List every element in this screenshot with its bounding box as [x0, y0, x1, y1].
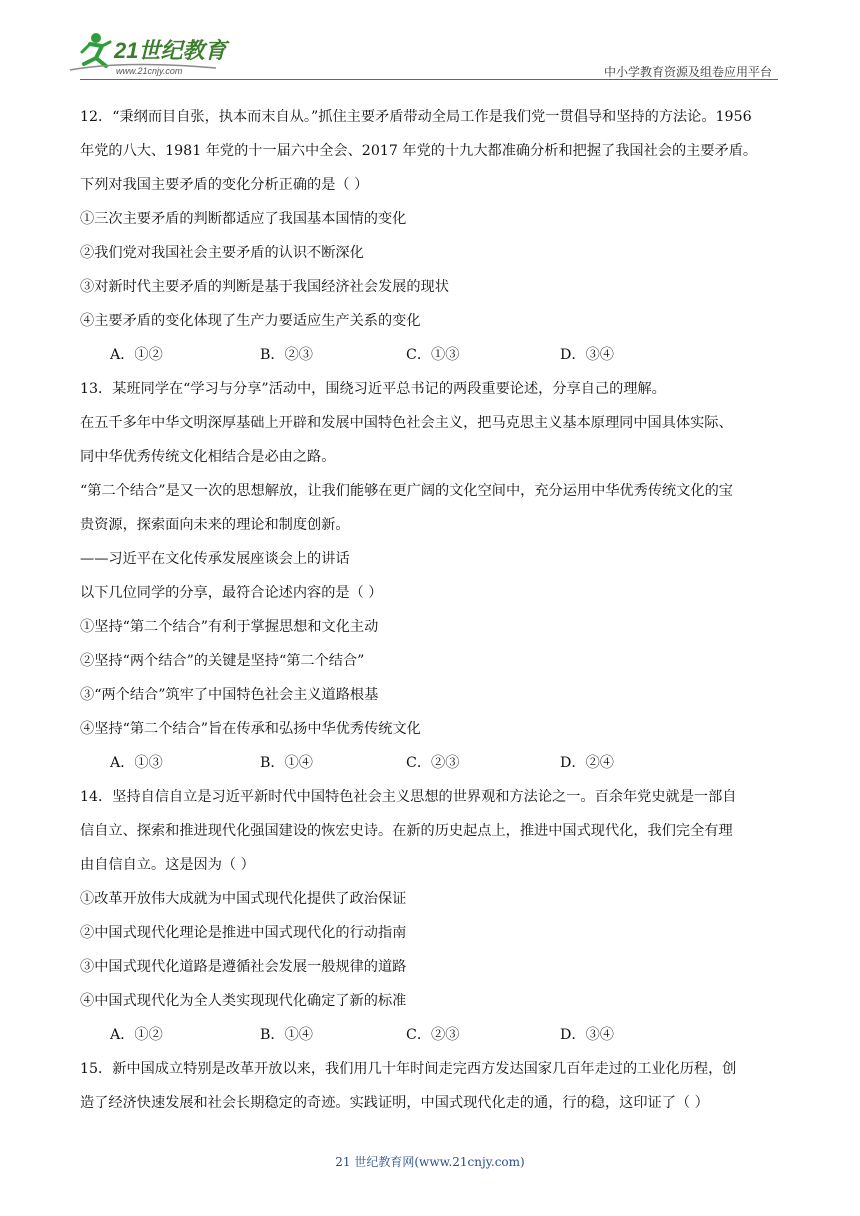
question-stem-line: 14．坚持自信自立是习近平新时代中国特色社会主义思想的世界观和方法论之一。百余年党史就是一部自 [80, 789, 737, 805]
question-prompt: 以下几位同学的分享，最符合论述内容的是（ ） [80, 585, 383, 601]
page-header [0, 0, 860, 84]
choice-d[interactable]: D．②④ [560, 755, 614, 771]
question-option: ④中国式现代化为全人类实现现代化确定了新的标准 [80, 993, 407, 1009]
answer-choices [80, 1018, 780, 1052]
choice-a[interactable]: A．①② [110, 347, 163, 363]
question-stem-line: 信自立、探索和推进现代化强国建设的恢宏史诗。在新的历史起点上，推进中国式现代化，我们完全有理 [80, 823, 733, 839]
question-stem-line: 下列对我国主要矛盾的变化分析正确的是（ ） [80, 177, 369, 193]
choice-d[interactable]: D．③④ [560, 347, 614, 363]
choice-c[interactable]: C．②③ [406, 755, 460, 771]
choice-a[interactable]: A．①② [110, 1027, 163, 1043]
question-stem-line: 15．新中国成立特别是改革开放以来，我们用几十年时间走完西方发达国家几百年走过的工业化历程，创 [80, 1061, 737, 1077]
question-stem-line: 13．某班同学在“学习与分享”活动中，围绕习近平总书记的两段重要论述，分享自己的理解。 [80, 381, 666, 397]
question-13 [80, 372, 780, 780]
question-option: ②坚持“两个结合”的关键是坚持“第二个结合” [80, 653, 365, 669]
question-15 [80, 1052, 780, 1120]
question-stem-line: “第二个结合”是又一次的思想解放，让我们能够在更广阔的文化空间中，充分运用中华优秀传统文化的宝 [80, 483, 733, 499]
choice-c[interactable]: C．①③ [406, 347, 460, 363]
question-option: ③“两个结合”筑牢了中国特色社会主义道路根基 [80, 687, 379, 703]
svg-text:www.21cnjy.com: www.21cnjy.com [116, 66, 183, 76]
quote-attribution: ——习近平在文化传承发展座谈会上的讲话 [80, 551, 350, 567]
question-option: ②中国式现代化理论是推进中国式现代化的行动指南 [80, 925, 407, 941]
question-option: ①改革开放伟大成就为中国式现代化提供了政治保证 [80, 891, 407, 907]
choice-c[interactable]: C．②③ [406, 1027, 460, 1043]
header-divider [80, 79, 778, 80]
runner-logo-icon [66, 30, 236, 78]
answer-choices [80, 746, 780, 780]
question-stem-line: 贵资源，探索面向未来的理论和制度创新。 [80, 517, 350, 533]
question-12 [80, 100, 780, 372]
choice-a[interactable]: A．①③ [110, 755, 163, 771]
platform-title: 中小学教育资源及组卷应用平台 [603, 65, 772, 79]
question-option: ②我们党对我国社会主要矛盾的认识不断深化 [80, 245, 364, 261]
question-stem-line: 由自信自立。这是因为（ ） [80, 857, 255, 873]
question-option: ①三次主要矛盾的判断都适应了我国基本国情的变化 [80, 211, 407, 227]
choice-b[interactable]: B．①④ [260, 1027, 313, 1043]
svg-text:21世纪教育: 21世纪教育 [114, 38, 227, 63]
site-logo[interactable] [66, 30, 236, 78]
question-content [80, 100, 780, 1120]
question-option: ①坚持“第二个结合”有利于掌握思想和文化主动 [80, 619, 379, 635]
question-stem-line: 在五千多年中华文明深厚基础上开辟和发展中国特色社会主义，把马克思主义基本原理同中国具体实际、 [80, 415, 733, 431]
question-option: ③中国式现代化道路是遵循社会发展一般规律的道路 [80, 959, 407, 975]
choice-d[interactable]: D．③④ [560, 1027, 614, 1043]
question-14 [80, 780, 780, 1052]
question-stem-line: 年党的八大、1981 年党的十一届六中全会、2017 年党的十九大都准确分析和把握了我国社会的主要矛盾。 [80, 143, 758, 159]
choice-b[interactable]: B．②③ [260, 347, 313, 363]
question-option: ③对新时代主要矛盾的判断是基于我国经济社会发展的现状 [80, 279, 449, 295]
answer-choices [80, 338, 780, 372]
choice-b[interactable]: B．①④ [260, 755, 313, 771]
question-stem-line: 同中华优秀传统文化相结合是必由之路。 [80, 449, 336, 465]
question-option: ④主要矛盾的变化体现了生产力要适应生产关系的变化 [80, 313, 421, 329]
question-option: ④坚持“第二个结合”旨在传承和弘扬中华优秀传统文化 [80, 721, 421, 737]
question-stem-line: 造了经济快速发展和社会长期稳定的奇迹。实践证明，中国式现代化走的通，行的稳，这印证了（ ） [80, 1095, 709, 1111]
question-stem-line: 12．“秉纲而目自张，执本而末自从。”抓住主要矛盾带动全局工作是我们党一贯倡导和坚持的方法论。1956 [80, 109, 752, 125]
page-footer[interactable]: 21 世纪教育网(www.21cnjy.com) [335, 1155, 525, 1169]
